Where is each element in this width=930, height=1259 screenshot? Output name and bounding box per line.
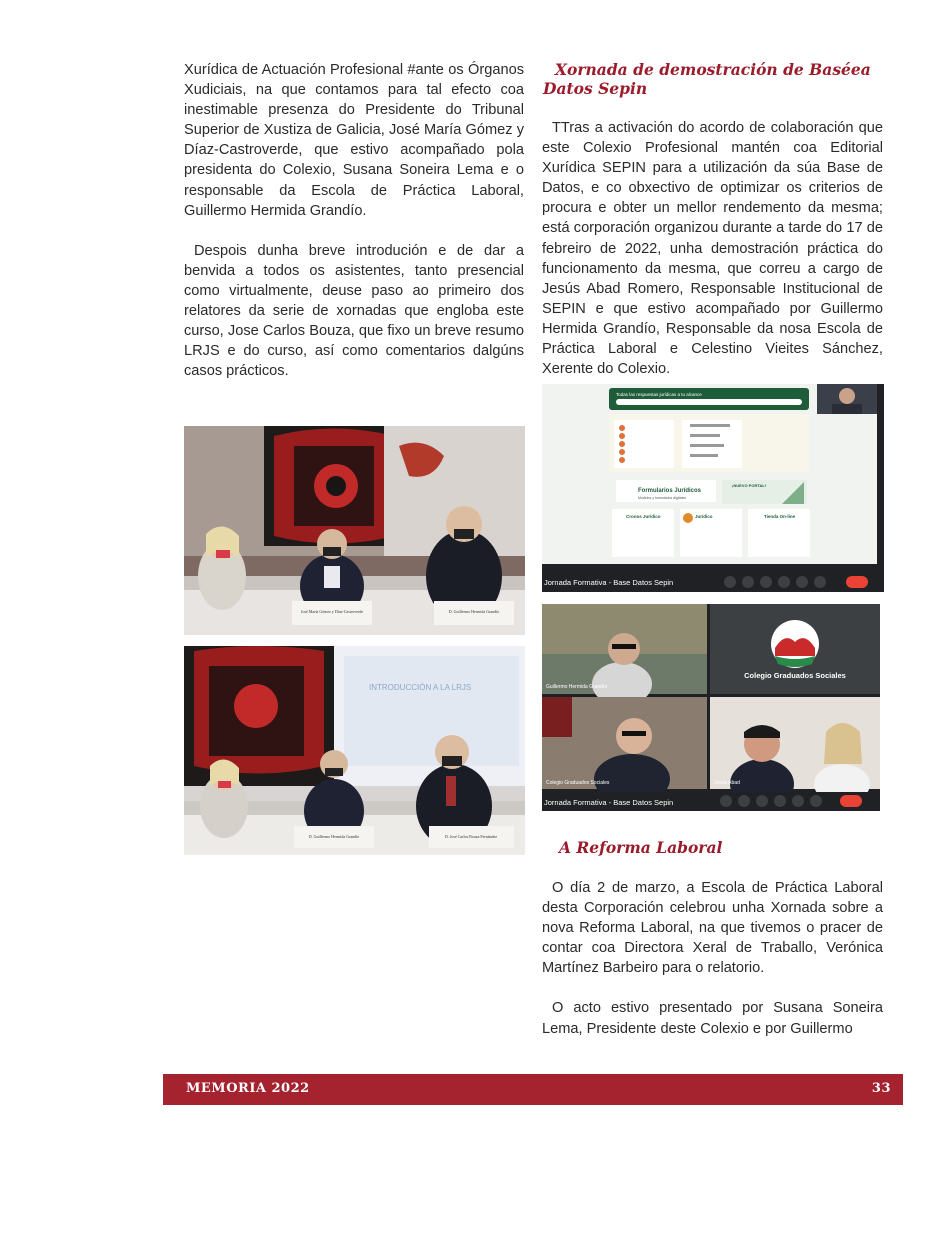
panel-photo-1-image xyxy=(184,426,525,635)
sepin-search-title: Todas las respuestas jurídicas a tu alcance xyxy=(616,392,702,397)
right-column-bottom xyxy=(542,878,883,1039)
heading-reforma: A Reforma Laboral xyxy=(559,838,723,857)
video-call-screenshot-image xyxy=(542,604,880,811)
nameplate-right-1: D. Guillermo Hermida Grandío xyxy=(448,609,500,614)
sepin-forms-title: Formularios Jurídicos xyxy=(638,488,702,494)
sepin-screenshot-image xyxy=(542,384,884,592)
nameplate-center-2: D. Guillermo Hermida Grandío xyxy=(308,834,360,839)
right-paragraph-2: O día 2 de marzo, a Escola de Práctica Laboral desta Corporación celebrou unha Xornada sobre a nova Reforma Laboral, na que tivemos o pracer de contar coa Directora Xeral de Traballo, Verónica Martínez Barbeiro para o relatorio. xyxy=(542,880,883,977)
participant-jesus: Jesús Abad xyxy=(714,780,740,786)
left-paragraph-2: Despois dunha breve introdución e de dar a benvida a todos os asistentes, tanto presencial como virtualmente, deuse paso ao primeiro dos relatores da serie de xornadas que engloba este curso, Jose Carlos Bouza, que fixo un breve resumo LRJS e do curso, así como comentarios dalgúns casos prácticos. xyxy=(184,242,524,380)
right-column-top xyxy=(542,118,883,379)
right-paragraph-3: O acto estivo presentado por Susana Soneira Lema, Presidente deste Colexio e por Guillermo xyxy=(542,1000,883,1037)
left-paragraph-1: Xurídica de Actuación Profesional #ante os Órganos Xudiciais, na que contamos para tal efecto coa inestimable presenza do Presidente do Tribunal Superior de Xustiza de Galicia, José María Gómez y Díaz-Castroverde, que estivo acompañado pola presidenta do Colexio, Susana Soneira Lema e o responsable da Escola de Práctica Laboral, Guillermo Hermida Grandío. xyxy=(184,62,524,219)
sepin-juridico: Jurídico xyxy=(695,514,713,519)
nameplate-right-2: D. José Carlos Bouza Fernández xyxy=(444,834,498,839)
sepin-store: Tienda On-line xyxy=(764,514,796,519)
panel-photo-2 xyxy=(184,646,525,855)
video-org-name: Colegio Graduados Sociales xyxy=(744,671,846,680)
nameplate-center-1: José María Gómez y Díaz-Castroverde xyxy=(300,609,364,614)
left-column xyxy=(184,60,524,381)
sepin-chronos: Cronos Jurídico xyxy=(626,514,661,519)
footer-title: MEMORIA 2022 xyxy=(186,1081,310,1096)
participant-colegio: Colegio Graduados Sociales xyxy=(546,780,610,786)
video-meeting-title: Jornada Formativa - Base Datos Sepin xyxy=(544,798,674,807)
sepin-forms-subtitle: Modelos y formularios digitales xyxy=(638,496,687,500)
page-number: 33 xyxy=(871,1081,891,1096)
slide-text: INTRODUCCIÓN A LA LRJS xyxy=(369,683,472,692)
panel-photo-1 xyxy=(184,426,525,635)
video-call-screenshot xyxy=(542,604,880,811)
panel-photo-2-image xyxy=(184,646,525,855)
sepin-meeting-title: Jornada Formativa - Base Datos Sepin xyxy=(544,578,674,587)
heading-sepin: Xornada de demostración de Baséea Datos Sepin xyxy=(543,60,871,98)
sepin-screenshot xyxy=(542,384,884,592)
right-paragraph-1: TTras a activación do acordo de colaboración que este Colexio Profesional mantén coa Editorial Xurídica SEPIN para a utilización da súa Base de Datos, e co obxectivo de optimizar os criterios de procura e obter un mellor rendemento da mesma; está corporación organizou durante a tarde do 17 de febreiro de 2022, unha demostración práctica do funcionamento da mesma, que correu a cargo de Jesús Abad Romero, Responsable Institucional de SEPIN e que estivo acompañado por Guillermo Hermida Grandío, Responsable da nosa Escola de Práctica Laboral e Celestino Vieites Sánchez, Xerente do Colexio. xyxy=(542,120,883,378)
page-footer xyxy=(163,1074,903,1105)
sepin-new-portal: ¡NUEVO PORTAL! xyxy=(732,483,767,488)
participant-guillermo: Guillermo Hermida Grandío xyxy=(546,684,608,690)
